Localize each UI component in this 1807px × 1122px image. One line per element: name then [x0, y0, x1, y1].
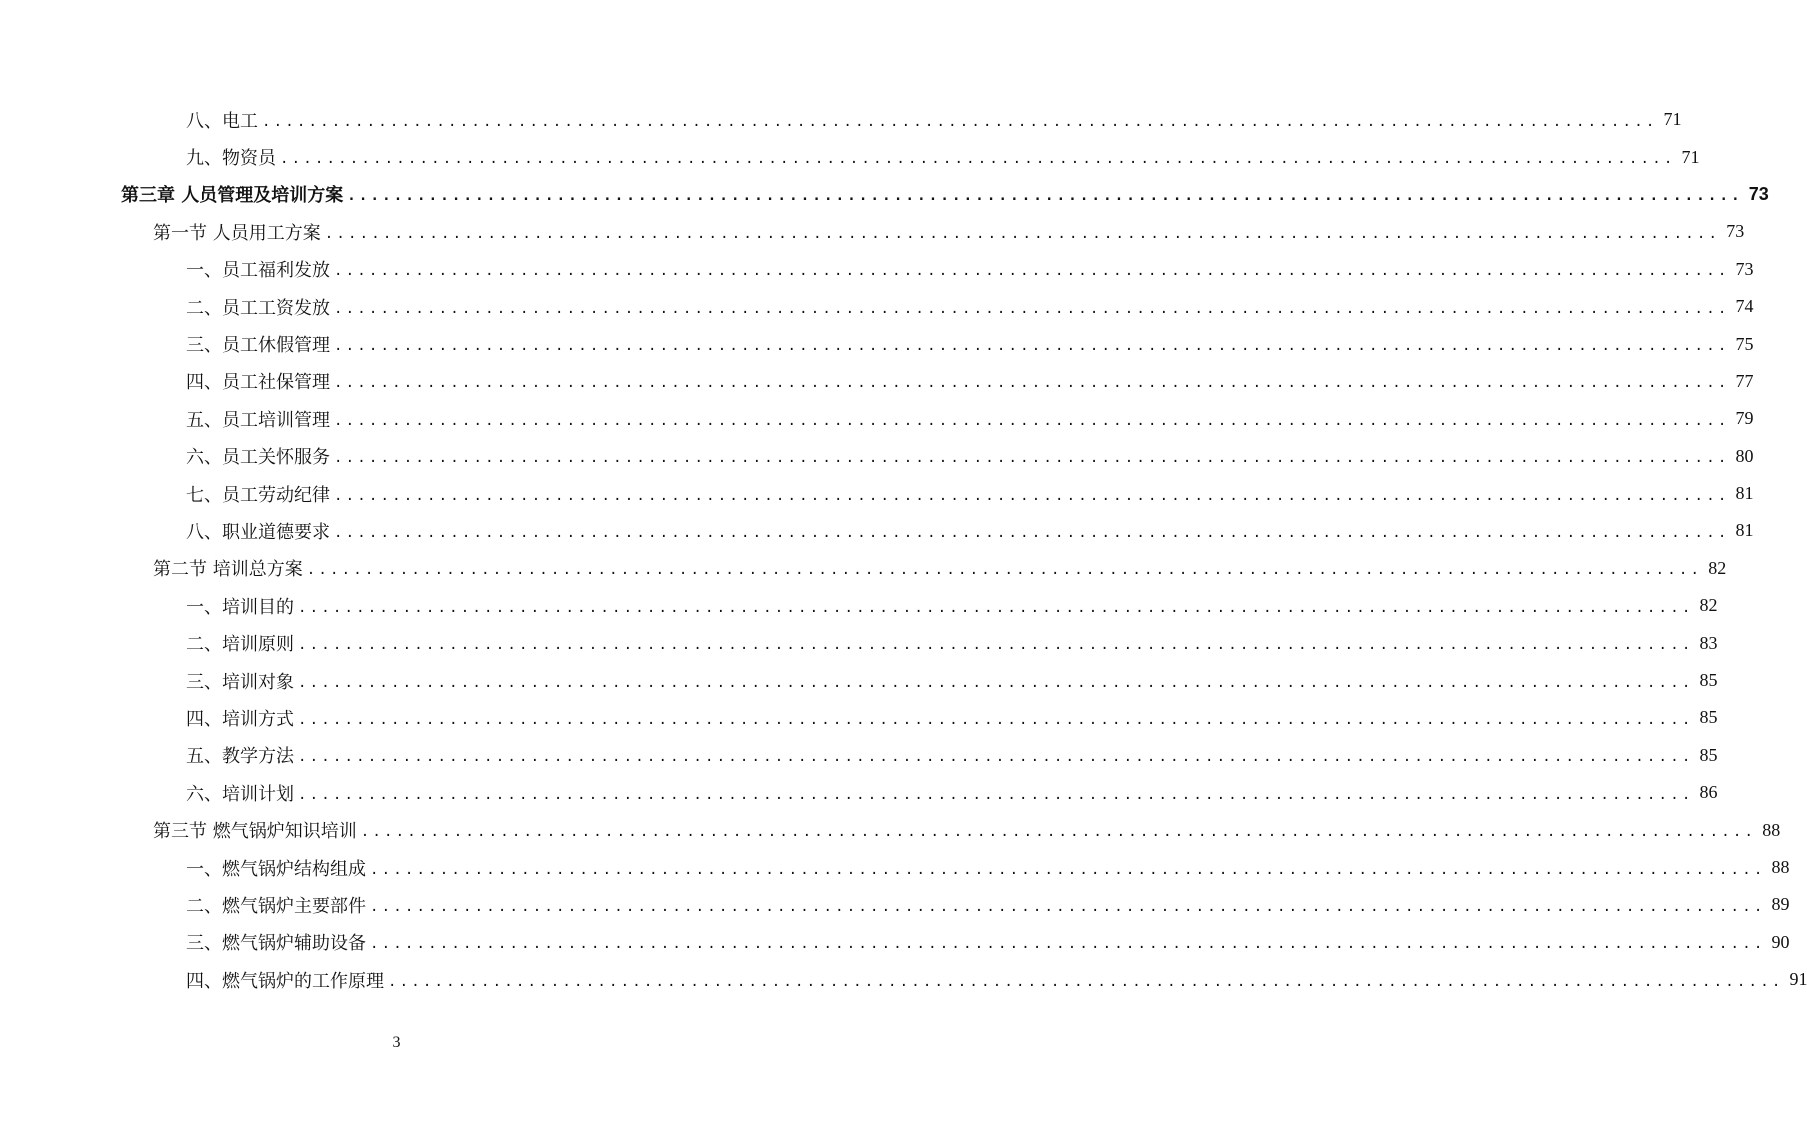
toc-entry-item[interactable] — [0, 438, 1754, 475]
dot-leader: ........................................................................................................................ — [298, 786, 1694, 803]
toc-entry-page: 71 — [1681, 146, 1700, 167]
toc-entry-item[interactable] — [0, 624, 1718, 661]
dot-leader: ........................................................................................................................ — [334, 300, 1730, 317]
toc-entry-page: 85 — [1699, 744, 1718, 765]
toc-entry-page: 88 — [1762, 819, 1781, 840]
toc-entry-item[interactable] — [0, 138, 1700, 175]
toc-entry-page: 73 — [1726, 221, 1745, 242]
dot-leader: ........................................................................................................................ — [324, 225, 1721, 242]
toc-entry-title: 三、员工休假管理 — [186, 335, 330, 357]
toc-entry-item[interactable] — [0, 886, 1790, 923]
dot-leader: ........................................................................................................................ — [370, 861, 1766, 878]
dot-leader: ........................................................................................................................ — [298, 749, 1694, 766]
toc-entry-page: 82 — [1708, 557, 1727, 578]
toc-entry-title: 七、员工劳动纪律 — [186, 484, 330, 506]
toc-entry-title: 第三章 人员管理及培训方案 — [121, 185, 344, 207]
dot-leader: ........................................................................................................................ — [306, 562, 1703, 579]
toc-entry-item[interactable] — [0, 961, 1807, 998]
table-of-contents — [0, 101, 1807, 998]
dot-leader: ........................................................................................................................ — [298, 599, 1694, 616]
toc-entry-page: 73 — [1735, 258, 1754, 279]
toc-entry-page: 89 — [1771, 894, 1790, 915]
dot-leader: ........................................................................................................................ — [334, 450, 1730, 467]
toc-entry-title: 二、员工工资发放 — [186, 297, 330, 319]
toc-entry-page: 74 — [1735, 296, 1754, 317]
toc-entry-page: 85 — [1699, 670, 1718, 691]
dot-leader: ........................................................................................................................ — [334, 487, 1730, 504]
dot-leader: ........................................................................................................................ — [280, 151, 1676, 168]
dot-leader: ........................................................................................................................ — [360, 824, 1757, 841]
toc-entry-item[interactable] — [0, 475, 1754, 512]
toc-entry-item[interactable] — [0, 101, 1682, 138]
toc-entry-item[interactable] — [0, 363, 1754, 400]
toc-entry-title: 一、培训目的 — [186, 596, 294, 618]
toc-entry-page: 86 — [1699, 782, 1718, 803]
dot-leader: ........................................................................................................................ — [298, 637, 1694, 654]
toc-entry-item[interactable] — [0, 699, 1718, 736]
toc-entry-title: 第一节 人员用工方案 — [153, 222, 321, 244]
toc-entry-title: 三、培训对象 — [186, 671, 294, 693]
dot-leader: ........................................................................................................................ — [334, 412, 1730, 429]
toc-entry-item[interactable] — [0, 288, 1754, 325]
toc-entry-item[interactable] — [0, 737, 1718, 774]
toc-entry-item[interactable] — [0, 587, 1718, 624]
toc-entry-page: 75 — [1735, 333, 1754, 354]
toc-entry-title: 五、员工培训管理 — [186, 409, 330, 431]
toc-entry-title: 一、燃气锅炉结构组成 — [186, 858, 366, 880]
toc-entry-page: 91 — [1789, 969, 1807, 990]
toc-entry-page: 73 — [1748, 183, 1769, 204]
toc-entry-item[interactable] — [0, 251, 1754, 288]
toc-entry-section[interactable] — [0, 213, 1745, 250]
toc-entry-title: 九、物资员 — [186, 148, 276, 170]
toc-entry-title: 八、职业道德要求 — [186, 521, 330, 543]
toc-entry-page: 83 — [1699, 632, 1718, 653]
toc-entry-page: 88 — [1771, 857, 1790, 877]
toc-entry-page: 77 — [1735, 370, 1754, 391]
toc-entry-title: 四、燃气锅炉的工作原理 — [186, 970, 384, 992]
dot-leader: ........................................................................................................................ — [388, 973, 1784, 990]
toc-entry-title: 四、培训方式 — [186, 708, 294, 730]
toc-entry-item[interactable] — [0, 924, 1790, 961]
toc-entry-title: 三、燃气锅炉辅助设备 — [186, 933, 366, 955]
dot-leader: ........................................................................................................................ — [334, 524, 1730, 541]
dot-leader: ........................................................................................................................ — [370, 936, 1766, 953]
toc-entry-title: 二、培训原则 — [186, 634, 294, 656]
dot-leader: ........................................................................................................................ — [262, 113, 1658, 130]
toc-entry-item[interactable] — [0, 662, 1718, 699]
toc-entry-title: 八、电工 — [186, 110, 258, 132]
dot-leader: ........................................................................................................................ — [298, 711, 1694, 728]
toc-entry-title: 五、教学方法 — [186, 746, 294, 768]
toc-entry-page: 82 — [1699, 595, 1718, 616]
dot-leader: ........................................................................................................................ — [298, 674, 1694, 691]
toc-entry-chapter[interactable] — [0, 176, 1769, 213]
toc-entry-page: 90 — [1771, 931, 1790, 952]
toc-entry-page: 85 — [1699, 707, 1718, 728]
page-number: 3 — [392, 1034, 401, 1051]
toc-entry-item[interactable] — [0, 774, 1718, 811]
toc-entry-title: 四、员工社保管理 — [186, 372, 330, 394]
toc-entry-item[interactable] — [0, 849, 1790, 886]
toc-entry-page: 71 — [1663, 109, 1682, 130]
dot-leader: ........................................................................................................................ — [347, 188, 1743, 205]
toc-entry-section[interactable] — [0, 550, 1727, 587]
toc-entry-title: 第三节 燃气锅炉知识培训 — [153, 821, 357, 843]
toc-entry-page: 81 — [1735, 483, 1754, 504]
toc-entry-title: 第二节 培训总方案 — [153, 559, 303, 581]
toc-entry-item[interactable] — [0, 512, 1754, 549]
toc-entry-page: 80 — [1735, 445, 1754, 466]
toc-entry-page: 79 — [1735, 408, 1754, 429]
toc-entry-section[interactable] — [0, 811, 1781, 848]
dot-leader: ........................................................................................................................ — [370, 898, 1766, 915]
toc-entry-title: 一、员工福利发放 — [186, 260, 330, 282]
dot-leader: ........................................................................................................................ — [334, 338, 1730, 355]
toc-entry-title: 二、燃气锅炉主要部件 — [186, 895, 366, 917]
toc-entry-title: 六、员工关怀服务 — [186, 447, 330, 469]
toc-entry-item[interactable] — [0, 325, 1754, 362]
dot-leader: ........................................................................................................................ — [334, 375, 1730, 392]
dot-leader: ........................................................................................................................ — [334, 263, 1730, 280]
toc-entry-title: 六、培训计划 — [186, 783, 294, 805]
toc-entry-page: 81 — [1735, 520, 1754, 541]
toc-entry-item[interactable] — [0, 400, 1754, 437]
